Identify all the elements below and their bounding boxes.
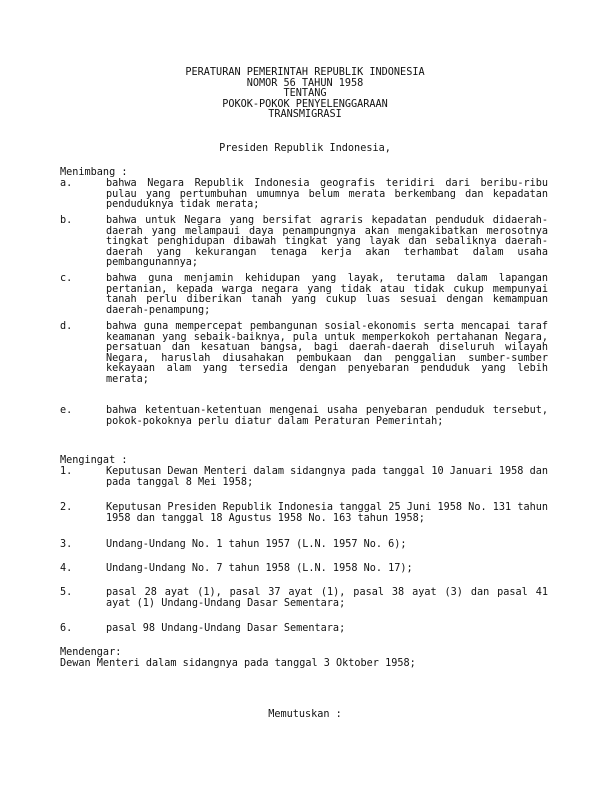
menimbang-label: Menimbang : xyxy=(60,167,128,178)
item-marker: 4. xyxy=(60,563,73,574)
mendengar-text: Dewan Menteri dalam sidangnya pada tanggal 3 Oktober 1958; xyxy=(60,658,416,669)
header-title: PERATURAN PEMERINTAH REPUBLIK INDONESIA xyxy=(185,67,425,78)
item-text: Undang-Undang No. 1 tahun 1957 (L.N. 1957 No. 6); xyxy=(106,539,407,550)
president-line: Presiden Republik Indonesia, xyxy=(219,143,391,154)
item-marker: e. xyxy=(60,405,73,416)
item-marker: 2. xyxy=(60,502,73,513)
item-text: pasal 28 ayat (1), pasal 37 ayat (1), pasal 38 ayat (3) dan pasal 41 ayat (1) Undang-Undang Dasar Sementara; xyxy=(106,587,548,609)
memutuskan-heading: Memutuskan : xyxy=(268,709,342,720)
mengingat-item-6 xyxy=(60,624,548,635)
menimbang-item-a xyxy=(60,179,548,211)
mengingat-item-4 xyxy=(60,564,548,575)
mendengar-label: Mendengar: xyxy=(60,647,122,658)
item-marker: c. xyxy=(60,273,73,284)
item-marker: b. xyxy=(60,215,73,226)
item-marker: a. xyxy=(60,178,73,189)
regulation-header xyxy=(60,68,550,121)
item-text: bahwa guna menjamin kehidupan yang layak, terutama dalam lapangan pertanian, kepada warga negara yang tidak atau tidak cukup mempunyai tanah perlu diberikan tanah yang cukup luas sesuai dengan kemampuan daerah-penampung; xyxy=(106,273,548,316)
mengingat-item-2 xyxy=(60,503,548,524)
mengingat-item-3 xyxy=(60,540,548,551)
menimbang-item-e xyxy=(60,406,548,427)
item-text: bahwa untuk Negara yang bersifat agraris kepadatan penduduk didaerah-daerah yang melampaui daya penampungnya akan mengakibatkan merosotnya tingkat penghidupan dibawah tingkat yang layak dan sebaliknya daerah-daerah yang kekurangan tenaga kerja akan terhambat dalam usaha pembangunannya; xyxy=(106,215,548,269)
menimbang-item-b xyxy=(60,216,548,269)
header-subject-line2: TRANSMIGRASI xyxy=(268,109,342,121)
item-text: Undang-Undang No. 7 tahun 1958 (L.N. 1958 No. 17); xyxy=(106,563,413,574)
mengingat-label: Mengingat : xyxy=(60,455,128,466)
menimbang-item-d xyxy=(60,322,548,386)
item-marker: 5. xyxy=(60,587,73,598)
header-number: NOMOR 56 TAHUN 1958 xyxy=(246,77,364,89)
mengingat-item-5 xyxy=(60,588,548,609)
menimbang-item-c xyxy=(60,274,548,316)
item-marker: d. xyxy=(60,321,73,332)
item-text: Keputusan Dewan Menteri dalam sidangnya pada tanggal 10 Januari 1958 dan pada tanggal 8 Mei 1958; xyxy=(106,466,548,488)
item-text: pasal 98 Undang-Undang Dasar Sementara; xyxy=(106,623,346,634)
item-marker: 6. xyxy=(60,623,73,634)
item-text: bahwa ketentuan-ketentuan mengenai usaha penyebaran penduduk tersebut, pokok-pokoknya perlu diatur dalam Peraturan Pemerintah; xyxy=(106,405,548,427)
header-subject-line1: POKOK-POKOK PENYELENGGARAAN xyxy=(222,98,388,110)
mengingat-item-1 xyxy=(60,467,548,488)
header-about: TENTANG xyxy=(283,88,327,100)
item-marker: 1. xyxy=(60,466,73,477)
item-text: bahwa Negara Republik Indonesia geografis teridiri dari beribu-ribu pulau yang pertumbuhan umumnya belum merata berkembang dan kepadatan penduduknya tidak merata; xyxy=(106,178,548,211)
item-text: Keputusan Presiden Republik Indonesia tanggal 25 Juni 1958 No. 131 tahun 1958 dan tanggal 18 Agustus 1958 No. 163 tahun 1958; xyxy=(106,502,548,524)
item-marker: 3. xyxy=(60,539,73,550)
item-text: bahwa guna mempercepat pembangunan sosial-ekonomis serta mencapai taraf keamanan yang sebaik-baiknya, pula untuk memperkokoh pertahanan Negara, persatuan dan kesatuan bangsa, bagi daerah-daerah diseluruh wilayah Negara, haruslah diusahakan pembukaan dan penggalian sumber-sumber kekayaan alam yang tersedia dengan penyebaran penduduk yang lebih merata; xyxy=(106,321,548,385)
